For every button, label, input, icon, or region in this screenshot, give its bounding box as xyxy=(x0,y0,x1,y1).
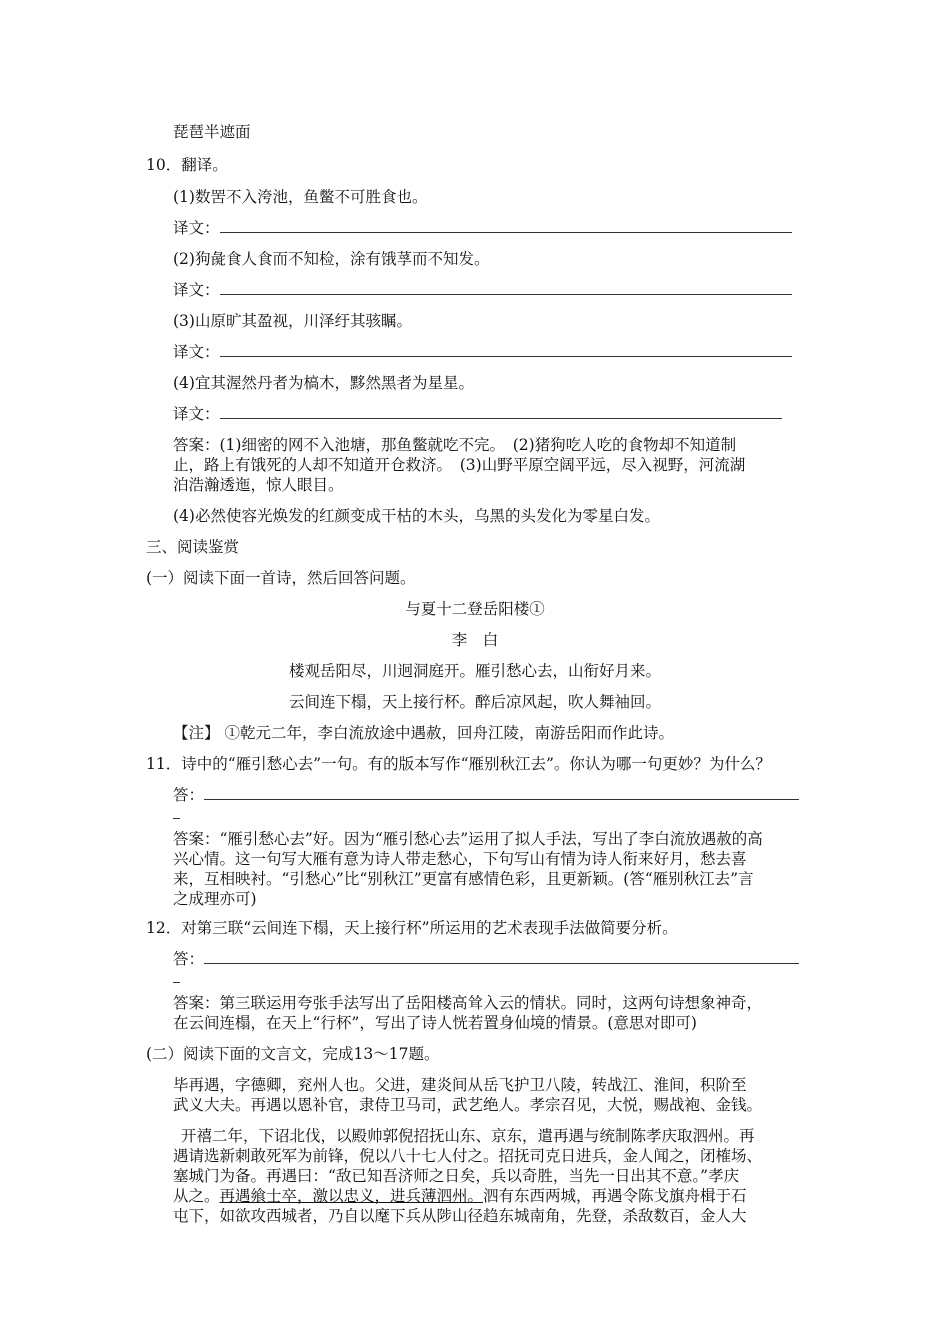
q12-answer-line-2: 在云间连榻，在天上“行杯”，写出了诗人恍若置身仙境的情景。(意思对即可) xyxy=(173,1014,697,1032)
section-heading: 三、阅读鉴赏 xyxy=(146,538,240,556)
top-fragment: 琵琶半遮面 xyxy=(173,123,251,141)
line4-post: 泗有东西两城，再遇令陈戈旗舟楫于石 xyxy=(483,1187,747,1205)
q11-answer-line-3: 来，互相映衬。“引愁心”比“别秋江”更富有感情色彩，且更新颖。(答“雁别秋江去”言 xyxy=(173,870,754,888)
translation-label: 译文： xyxy=(173,405,220,423)
translation-label: 译文： xyxy=(173,219,220,237)
q11-answer-blank[interactable] xyxy=(204,785,799,800)
q11-answer-line-4: 之成理亦可) xyxy=(173,890,257,908)
note-text: ①乾元二年，李白流放途中遇赦，回舟江陵，南游岳阳而作此诗。 xyxy=(224,724,674,742)
poem-author: 李 白 xyxy=(451,631,499,649)
q10-answer-line-3: 泊浩瀚透迤，惊人眼目。 xyxy=(173,476,344,494)
q10-sentence-3: (3)山原旷其盈视，川泽纡其骇瞩。 xyxy=(173,312,412,330)
poem-note xyxy=(173,723,674,743)
q10-title: 10．翻译。 xyxy=(146,156,228,174)
answer-label: 答： xyxy=(173,786,205,804)
q11-answer-line-1: 答案：“雁引愁心去”好。因为“雁引愁心去”运用了拟人手法，写出了李白流放遇赦的高 xyxy=(173,830,763,848)
q10-answer-line-1: 答案：(1)细密的网不入池塘，那鱼鳖就吃不完。 (2)猪狗吃人吃的食物却不知道制 xyxy=(173,436,737,454)
part2-para1-line-2: 武义大夫。再遇以恩补官，隶侍卫马司，武艺绝人。孝宗召见，大悦，赐战袍、金钱。 xyxy=(173,1096,763,1114)
part2-intro: (二）阅读下面的文言文，完成13～17题。 xyxy=(146,1045,440,1063)
q10-answer-row-3 xyxy=(173,342,792,362)
q10-sentence-1: (1)数罟不入洿池，鱼鳖不可胜食也。 xyxy=(173,188,428,206)
poem-line-2: 云间连下榻，天上接行杯。醉后凉风起，吹人舞袖回。 xyxy=(288,693,661,711)
part2-para1-line-1: 毕再遇，字德卿，兖州人也。父进，建炎间从岳飞护卫八陵，转战江、淮间，积阶至 xyxy=(173,1076,747,1094)
q12-dash xyxy=(173,982,180,983)
q10-answer-row-1 xyxy=(173,218,792,238)
part2-para2-line-3: 塞城门为备。再遇曰：“敌已知吾济师之日矣，兵以奇胜，当先一日出其不意。”孝庆 xyxy=(173,1167,740,1185)
answer-blank-4[interactable] xyxy=(220,404,782,419)
q12-answer-blank[interactable] xyxy=(204,949,799,964)
poem-title: 与夏十二登岳阳楼① xyxy=(405,600,545,618)
translation-label: 译文： xyxy=(173,281,220,299)
q11-dash xyxy=(173,818,180,819)
q11-answer-row xyxy=(173,785,799,805)
answer-blank-2[interactable] xyxy=(220,280,792,295)
q12-question: 12．对第三联“云间连下榻，天上接行杯”所运用的艺术表现手法做简要分析。 xyxy=(146,919,678,937)
part2-para2-line-4 xyxy=(173,1186,747,1206)
q10-sentence-4: (4)宜其渥然丹者为槁木，黟然黑者为星星。 xyxy=(173,374,474,392)
q10-answer-row-4 xyxy=(173,404,782,424)
q10-answer-row-2 xyxy=(173,280,792,300)
underlined-sentence: 再遇飨士卒，激以忠义，进兵薄泗州。 xyxy=(219,1187,484,1205)
q10-answer-4: (4)必然使容光焕发的红颜变成干枯的木头，乌黑的头发化为零星白发。 xyxy=(173,507,660,525)
answer-label: 答： xyxy=(173,950,205,968)
poem-line-1: 楼观岳阳尽，川迥洞庭开。雁引愁心去，山衔好月来。 xyxy=(288,662,661,680)
part1-intro: (一）阅读下面一首诗，然后回答问题。 xyxy=(146,569,416,587)
answer-blank-3[interactable] xyxy=(220,342,792,357)
q12-answer-line-1: 答案：第三联运用夸张手法写出了岳阳楼高耸入云的情状。同时，这两句诗想象神奇， xyxy=(173,994,763,1012)
note-mark: 【注】 xyxy=(173,724,220,742)
translation-label: 译文： xyxy=(173,343,220,361)
q11-answer-line-2: 兴心情。这一句写大雁有意为诗人带走愁心，下句写山有情为诗人衔来好月，愁去喜 xyxy=(173,850,747,868)
part2-para2-line-2: 遇请选新刺敢死军为前锋，倪以八十七人付之。招抚司克日进兵，金人闻之，闭榷场、 xyxy=(173,1147,763,1165)
part2-para2-line-1: 开禧二年，下诏北伐，以殿帅郭倪招抚山东、京东，遣再遇与统制陈孝庆取泗州。再 xyxy=(181,1127,755,1145)
answer-blank-1[interactable] xyxy=(220,218,792,233)
q12-answer-row xyxy=(173,949,799,969)
part2-para2-line-5: 屯下，如欲攻西城者，乃自以麾下兵从陟山径趋东城南角，先登，杀敌数百，金人大 xyxy=(173,1207,747,1225)
q10-sentence-2: (2)狗彘食人食而不知检，涂有饿莩而不知发。 xyxy=(173,250,490,268)
q10-answer-line-2: 止，路上有饿死的人却不知道开仓救济。 (3)山野平原空阔平远，尽入视野，河流湖 xyxy=(173,456,746,474)
line4-pre: 从之。 xyxy=(173,1187,220,1205)
q11-question: 11．诗中的“雁引愁心去”一句。有的版本写作“雁别秋江去”。你认为哪一句更妙？为什么？ xyxy=(146,755,771,773)
